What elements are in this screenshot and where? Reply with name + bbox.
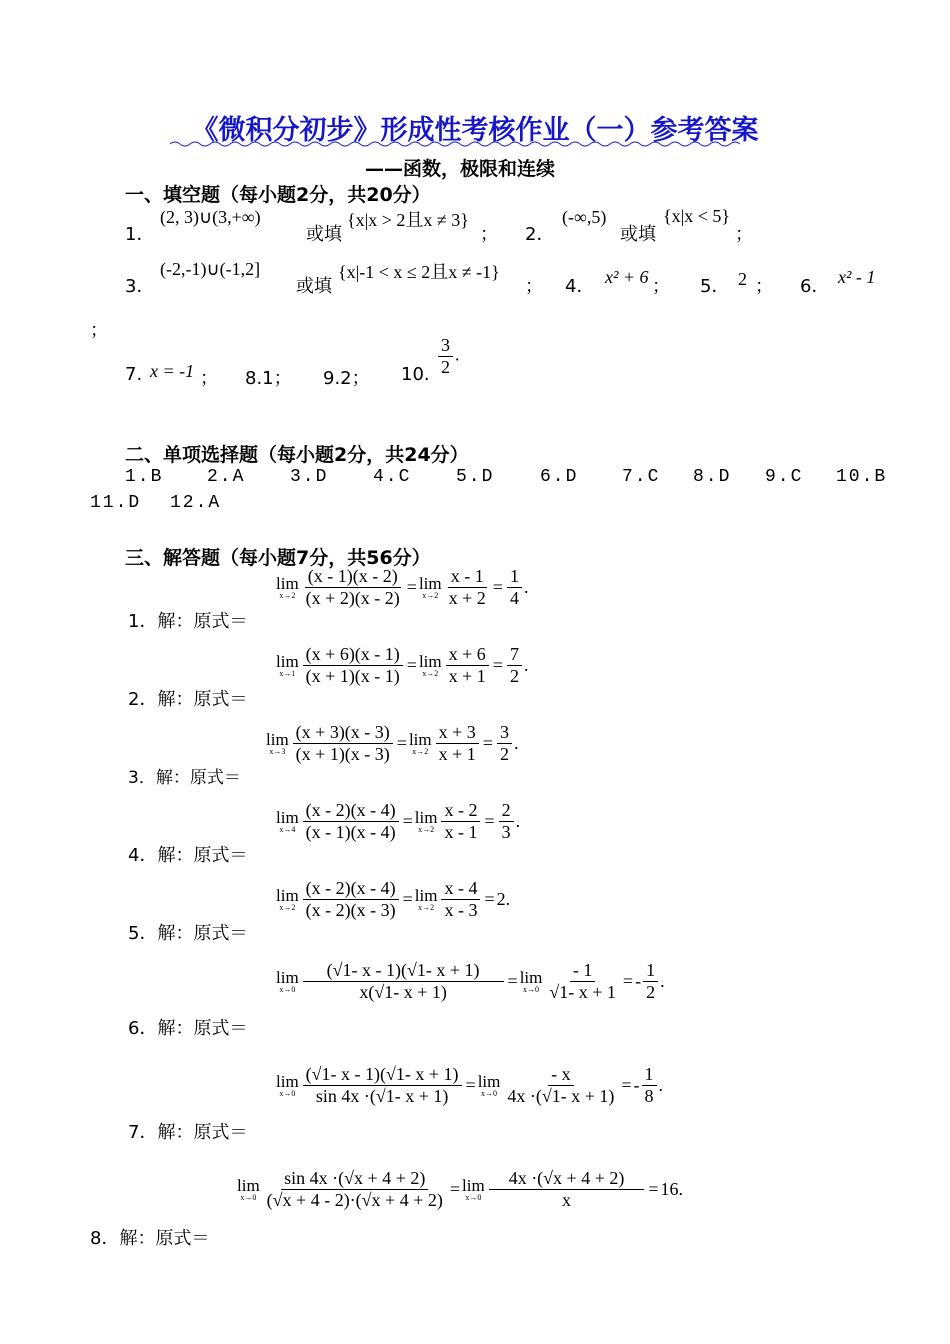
- section2-heading: 二、单项选择题（每小题2分，共24分）: [125, 444, 469, 466]
- choice-answer: 8.D: [693, 467, 732, 487]
- q3-alt-answer: {x|-1 < x ≤ 2且x ≠ -1}: [338, 262, 500, 282]
- choice-answer: 2.A: [207, 467, 246, 487]
- document-title: 《微积分初步》形成性考核作业（一）参考答案: [191, 115, 759, 146]
- q6-sep: ；: [90, 320, 108, 341]
- problem-7-label: 7．解：原式＝: [128, 1122, 248, 1143]
- problem-2-label: 2．解：原式＝: [128, 689, 248, 710]
- section1-heading: 一、填空题（每小题2分，共20分）: [125, 184, 431, 206]
- problem-2-equation: lim x→1 $\frac{(x + 6)(x - 1)}{(x + 1)(x - 1)}$ = lim x→2 $\frac{x + 6}{x + 1}$ = $\frac{7}{2}$ .: [276, 644, 529, 686]
- title-wavy-underline: [170, 140, 780, 148]
- problem-3-label: 3．解：原式＝: [128, 768, 241, 788]
- problem-8-equation: lim x→0 $\frac{\sin 4x \cdot(√x + 4 + 2)}{(√x + 4 - 2)\cdot(√x + 4 + 2)}$ = lim x→0 $\frac{4x \cdot(√x + 4 + 2)}{x}$ = 16.: [237, 1168, 684, 1210]
- choice-answer: 9.C: [765, 467, 804, 487]
- q3-or: 或填: [296, 276, 332, 297]
- q5-answer: 2: [738, 269, 747, 289]
- choice-answer: 3.D: [290, 467, 329, 487]
- q4-sep: ；: [652, 276, 670, 297]
- problem-6-label: 6．解：原式＝: [128, 1018, 248, 1039]
- q8-answer: 8.1；: [245, 368, 292, 389]
- choice-answer: 5.D: [456, 467, 495, 487]
- problem-1-label: 1．解：原式＝: [128, 611, 248, 632]
- problem-6-equation: lim x→0 $\frac{(√1- x - 1)(√1- x + 1)}{x(√1- x + 1)}$ = lim x→0 $\frac{- 1}{√1- x + 1}$ = - $\frac{1}{2}$ .: [276, 960, 665, 1002]
- q1-answer: (2, 3)∪(3,+∞): [160, 207, 261, 227]
- q1-alt-answer: {x|x > 2且x ≠ 3}: [347, 210, 469, 230]
- choice-answer: 7.C: [622, 467, 661, 487]
- q2-or: 或填: [620, 224, 656, 245]
- q3-answer: (-2,-1)∪(-1,2]: [160, 259, 261, 279]
- q10-fraction: $\frac{3}{2}$: [438, 335, 453, 377]
- choice-answer: 4.C: [373, 467, 412, 487]
- problem-8-label: 8．解：原式＝: [90, 1228, 210, 1249]
- q2-sep: ；: [735, 224, 753, 245]
- choice-answer: 11.D: [90, 493, 142, 513]
- choice-answer: 1.B: [125, 467, 164, 487]
- q5-sep: ；: [755, 276, 773, 297]
- q4-number: 4．: [565, 276, 595, 297]
- section3-heading: 三、解答题（每小题7分，共56分）: [125, 547, 431, 569]
- q2-alt-answer: {x|x < 5}: [663, 206, 731, 226]
- problem-3-equation: lim x→3 $\frac{(x + 3)(x - 3)}{(x + 1)(x - 3)}$ = lim x→2 $\frac{x + 3}{x + 1}$ = $\frac{3}{2}$ .: [266, 722, 519, 764]
- problem-7-equation: lim x→0 $\frac{(√1- x - 1)(√1- x + 1)}{\sin 4x \cdot(√1- x + 1)}$ = lim x→0 $\frac{- x}{4x \cdot(√1- x + 1)}$ = - $\frac{1}{8}$ .: [276, 1064, 664, 1106]
- q9-answer: 9.2；: [323, 368, 370, 389]
- q6-answer: x² - 1: [838, 267, 876, 287]
- q5-number: 5．: [700, 276, 730, 297]
- q1-or: 或填: [306, 224, 342, 245]
- q2-number: 2．: [525, 224, 555, 245]
- choice-answer: 6.D: [540, 467, 579, 487]
- q1-sep: ；: [480, 224, 498, 245]
- q7-answer: x = -1: [150, 361, 195, 381]
- q2-answer: (-∞,5): [562, 207, 607, 227]
- q4-answer: x² + 6: [605, 267, 649, 287]
- choice-answer: 10.B: [836, 467, 888, 487]
- q3-sep: ；: [525, 276, 543, 297]
- q7-number: 7.: [125, 364, 143, 385]
- q10-number: 10.: [401, 364, 430, 385]
- problem-4-label: 4．解：原式＝: [128, 845, 248, 866]
- q6-number: 6．: [800, 276, 830, 297]
- q3-number: 3．: [125, 276, 155, 297]
- problem-5-equation: lim x→2 $\frac{(x - 2)(x - 4)}{(x - 2)(x - 3)}$ = lim x→2 $\frac{x - 4}{x - 3}$ = 2.: [276, 878, 511, 920]
- problem-5-label: 5．解：原式＝: [128, 923, 248, 944]
- document-subtitle: ——函数，极限和连续: [365, 158, 556, 180]
- q7-sep: ；: [200, 368, 218, 389]
- q1-number: 1．: [125, 224, 155, 245]
- problem-4-equation: lim x→4 $\frac{(x - 2)(x - 4)}{(x - 1)(x - 4)}$ = lim x→2 $\frac{x - 2}{x - 1}$ = $\frac{2}{3}$ .: [276, 800, 521, 842]
- problem-1-equation: lim x→2 $\frac{(x - 1)(x - 2)}{(x + 2)(x - 2)}$ = lim x→2 $\frac{x - 1}{x + 2}$ = $\frac{1}{4}$ .: [276, 566, 529, 608]
- choice-answer: 12.A: [170, 493, 222, 513]
